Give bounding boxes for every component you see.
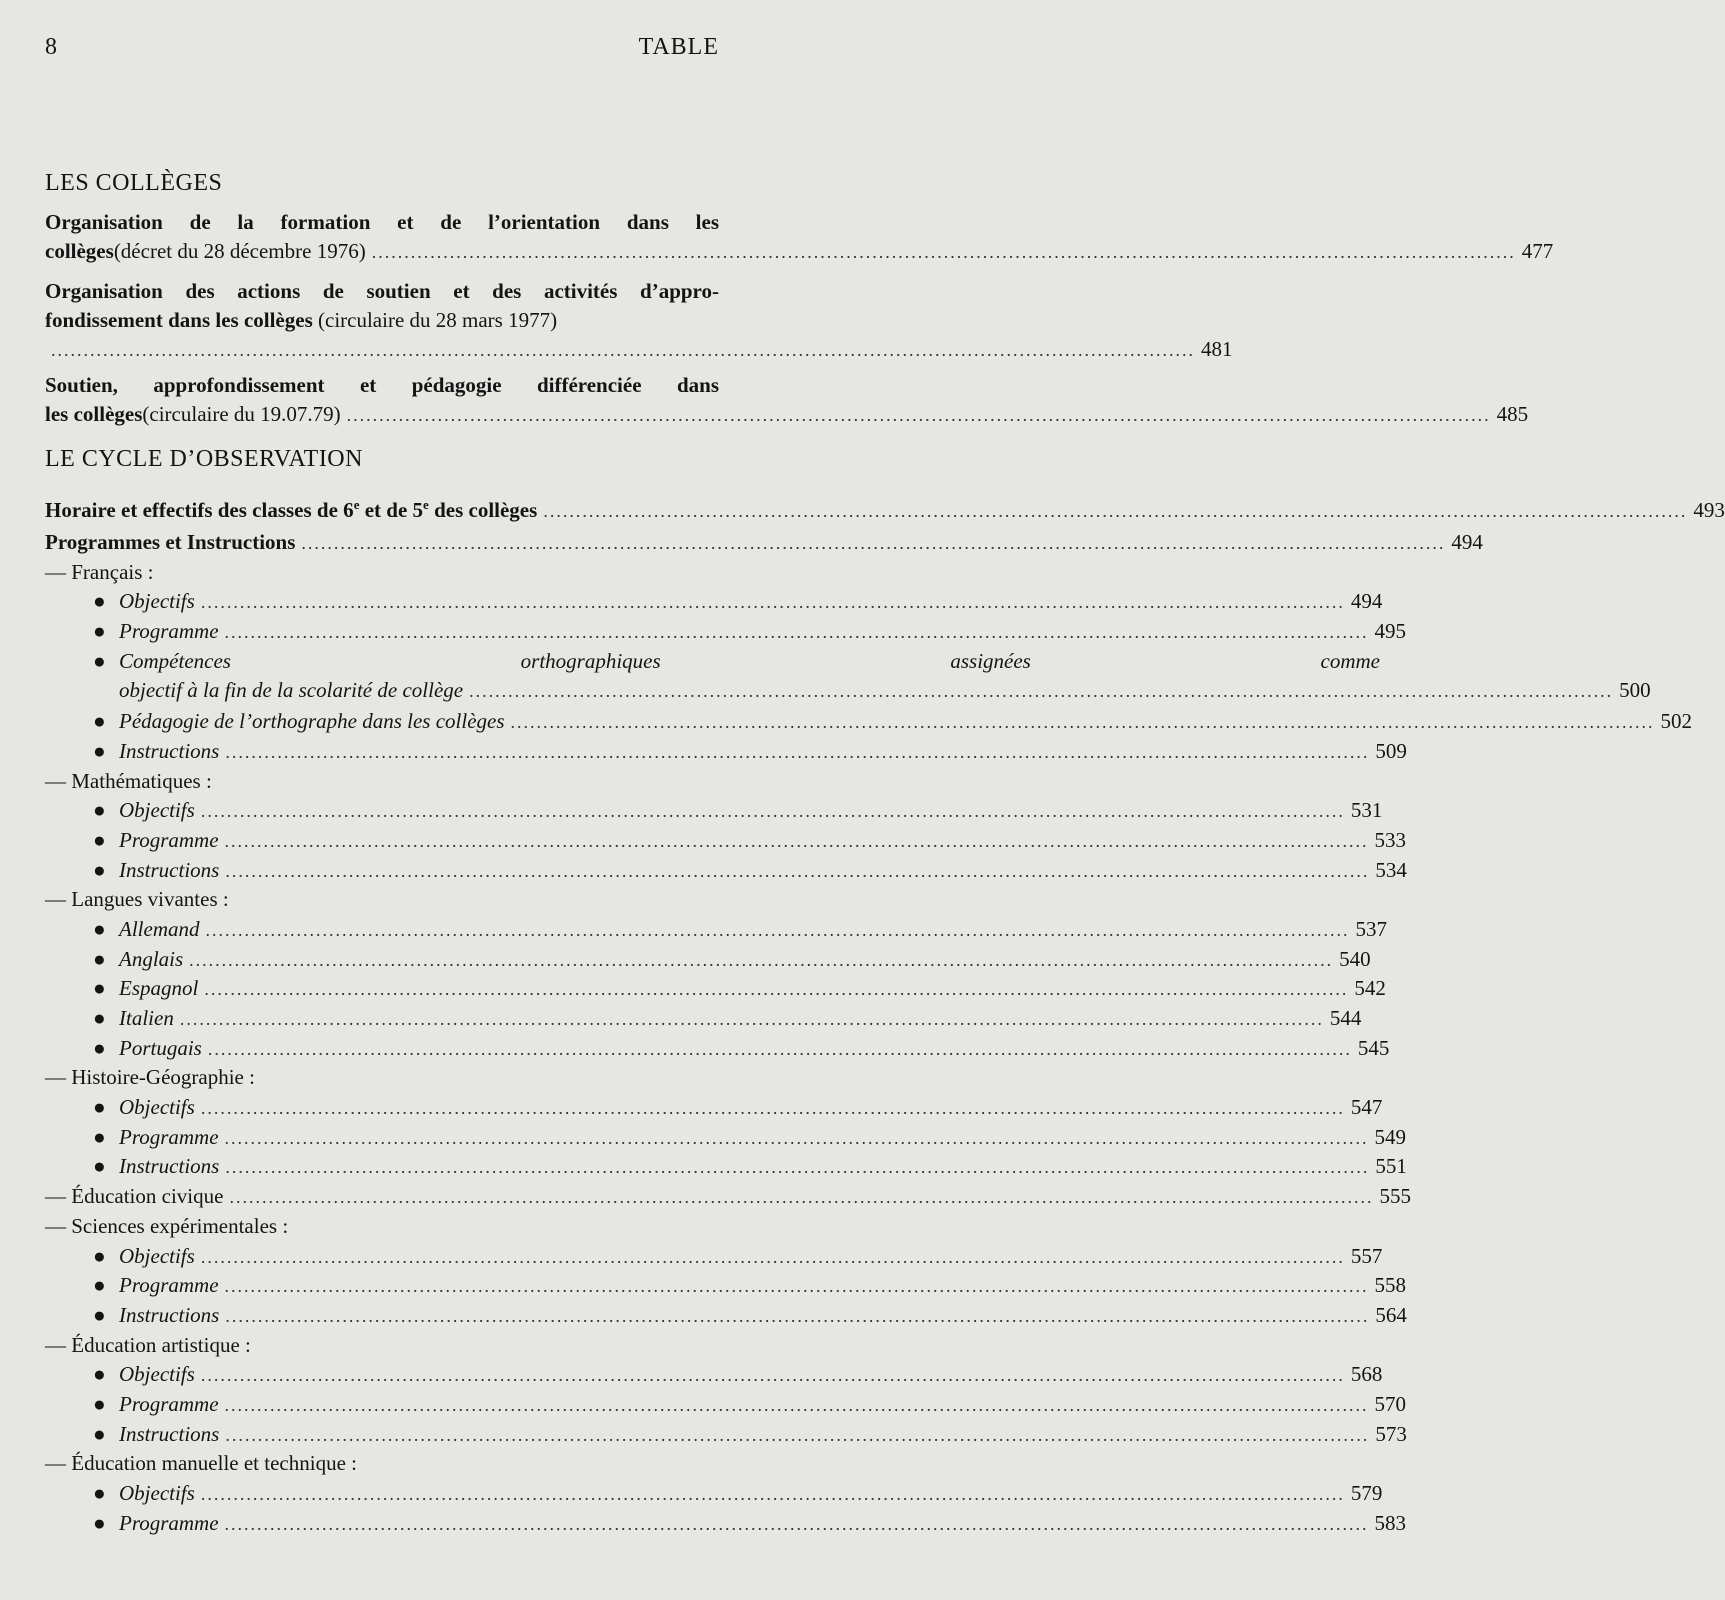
leader-dots [199,916,1355,945]
bullet-icon: ● [93,1510,106,1535]
toc-item[interactable]: ● Instructions ..... 509 [45,737,719,767]
page-ref: 579 [1350,1481,1383,1506]
entry-title: — Éducation civique [45,1184,224,1209]
leader-dots [537,497,1693,526]
page-ref: 558 [1374,1273,1407,1298]
toc-list [45,528,1693,1538]
entry-title-line: Soutien, approfondissement et pédagogie différenciée dans [45,373,719,397]
page-ref: 533 [1374,827,1407,852]
page-ref: 477 [1521,239,1554,263]
subject-heading-education-manuelle: — Éducation manuelle et technique : [45,1451,357,1476]
leader-dots [366,238,1522,267]
leader-dots [219,1421,1375,1450]
bullet-icon: ● [93,1391,106,1416]
page-ref: 485 [1496,402,1529,426]
toc-item[interactable]: ● Espagnol ..... 542 [45,974,719,1004]
toc-item[interactable]: ● Allemand ..... 537 [45,915,719,945]
section-title-cycle-observation: LE CYCLE D’OBSERVATION [45,446,363,472]
leader-dots [195,588,1351,617]
leader-dots [463,677,1619,707]
toc-entry-soutien-approfondissement[interactable] [45,371,1529,430]
page-ref: 545 [1357,1035,1390,1060]
entry-title-line: Organisation des actions de soutien et des activités d’appro- [45,279,719,303]
bullet-icon: ● [93,1421,106,1446]
page-ref: 549 [1374,1124,1407,1149]
bullet-icon: ● [93,1154,106,1179]
toc-item[interactable]: ● Programme ..... 533 [45,826,719,856]
page-ref: 547 [1350,1095,1383,1120]
toc-item[interactable]: ● Italien ..... 544 [45,1004,719,1034]
toc-item-competences[interactable]: ● Compétences orthographiques assignées comme objectif à la fin de la scolarité de collège ..... 500 [45,647,719,707]
bullet-icon: ● [93,916,106,941]
entry-title-line: les collèges [45,402,143,426]
page-ref: 495 [1374,619,1407,644]
page-ref: 494 [1350,589,1383,614]
bullet-icon: ● [93,1481,106,1506]
bullet-icon: ● [93,648,106,673]
toc-entry-education-civique[interactable] [45,1182,1411,1212]
leader-dots [505,708,1661,737]
entry-reference: (circulaire du 19.07.79) [142,402,341,426]
toc-item[interactable]: ● Instructions ..... 534 [45,856,719,886]
subject-heading-sciences: — Sciences expérimentales : [45,1213,289,1238]
toc-entry-actions-soutien[interactable] [45,277,1233,365]
page-ref: 509 [1375,738,1407,763]
page-ref: 570 [1374,1391,1407,1416]
page-number: 8 [45,34,57,60]
toc-item[interactable]: ● Objectifs ..... 494 [45,587,719,617]
bullet-icon: ● [93,589,106,614]
entry-title-line: collèges [45,239,114,263]
entry-title: Horaire et effectifs des classes de 6e et de 5e des collèges [45,497,538,522]
leader-dots [219,1391,1375,1420]
toc-item[interactable]: ● Pédagogie de l’orthographe dans les collèges ..... 502 [45,707,719,737]
leader-dots [195,1361,1351,1390]
leader-dots [219,1124,1375,1153]
page-ref: 544 [1329,1006,1362,1031]
leader-dots [219,618,1375,647]
leader-dots [195,1243,1351,1272]
bullet-icon: ● [93,798,106,823]
bullet-icon: ● [93,1124,106,1149]
leader-dots [45,336,1201,365]
page-ref: 564 [1375,1302,1407,1327]
bullet-icon: ● [93,827,106,852]
toc-item[interactable]: ● Objectifs ..... 568 [45,1360,719,1390]
toc-item[interactable]: ● Anglais ..... 540 [45,945,719,975]
leader-dots [223,1183,1379,1212]
subject-heading-histoire-geographie: — Histoire-Géographie : [45,1065,255,1090]
leader-dots [174,1005,1330,1034]
leader-dots [195,797,1351,826]
leader-dots [195,1094,1351,1123]
bullet-icon: ● [93,1035,106,1060]
toc-entry-programmes-instructions[interactable] [45,528,1483,558]
leader-dots [219,1153,1375,1182]
leader-dots [198,975,1354,1004]
toc-item[interactable]: ● Programme ..... 558 [45,1271,719,1301]
bullet-icon: ● [93,946,106,971]
leader-dots [219,738,1375,767]
bullet-icon: ● [93,709,106,734]
entry-reference: (circulaire du 28 mars 1977) [312,308,558,332]
running-title: TABLE [638,34,719,60]
bullet-icon: ● [93,857,106,882]
page-ref: 568 [1350,1362,1383,1387]
page-ref: 557 [1350,1243,1383,1268]
toc-item[interactable]: ● Objectifs ..... 557 [45,1242,719,1272]
leader-dots [219,1302,1375,1331]
page-ref: 481 [1201,337,1233,361]
page-ref: 493 [1693,498,1725,522]
leader-dots [295,529,1451,558]
subject-heading-education-artistique: — Éducation artistique : [45,1332,251,1357]
running-header [45,34,719,64]
toc-item[interactable]: ● Programme ..... 583 [45,1509,719,1539]
toc-item[interactable]: ● Instructions ..... 551 [45,1152,719,1182]
toc-item[interactable]: ● Programme ..... 570 [45,1390,719,1420]
toc-item[interactable]: ● Instructions ..... 564 [45,1301,719,1331]
page-ref: 534 [1375,857,1407,882]
toc-item[interactable]: ● Instructions ..... 573 [45,1420,719,1450]
leader-dots [195,1480,1351,1509]
leader-dots [202,1035,1358,1064]
page-ref: 537 [1355,916,1387,941]
leader-dots [219,1510,1375,1539]
entry-title-line: Organisation de la formation et de l’orientation dans les [45,210,719,234]
bullet-icon: ● [93,976,106,1001]
bullet-icon: ● [93,738,106,763]
entry-title: Programmes et Instructions [45,530,296,554]
leader-dots [219,1272,1375,1301]
toc-item[interactable]: ● Objectifs ..... 579 [45,1479,719,1509]
page-ref: 551 [1375,1154,1407,1179]
page-ref: 583 [1374,1510,1407,1535]
leader-dots [341,401,1497,430]
section-title-colleges: LES COLLÈGES [45,170,223,196]
leader-dots [219,827,1375,856]
bullet-icon: ● [93,1243,106,1268]
bullet-icon: ● [93,1362,106,1387]
bullet-icon: ● [93,1273,106,1298]
bullet-icon: ● [93,1302,106,1327]
page-ref: 494 [1451,530,1483,554]
toc-item[interactable]: ● Portugais ..... 545 [45,1034,719,1064]
toc-item[interactable]: ● Objectifs ..... 547 [45,1093,719,1123]
bullet-icon: ● [93,619,106,644]
page-ref: 555 [1379,1184,1411,1209]
bullet-icon: ● [93,1006,106,1031]
page-ref: 531 [1350,798,1383,823]
page-ref: 500 [1619,678,1651,703]
toc-item[interactable]: ● Programme ..... 549 [45,1123,719,1153]
leader-dots [183,946,1339,975]
toc-entry-horaire-effectifs[interactable] [45,490,1725,522]
page-ref: 502 [1660,709,1693,734]
page-ref: 540 [1339,946,1371,971]
page-ref: 542 [1354,976,1386,1001]
subject-heading-francais: — Français : [45,559,154,584]
entry-reference: (décret du 28 décembre 1976) [113,239,366,263]
page-ref: 573 [1375,1421,1407,1446]
toc-entry-organisation-formation[interactable] [45,208,1554,267]
bullet-icon: ● [93,1095,106,1120]
toc-item[interactable]: ● Programme ..... 495 [45,617,719,647]
subject-heading-langues-vivantes: — Langues vivantes : [45,887,229,912]
entry-title-line: fondissement dans les collèges [45,308,313,332]
toc-item[interactable]: ● Objectifs ..... 531 [45,796,719,826]
leader-dots [219,857,1375,886]
subject-heading-mathematiques: — Mathématiques : [45,768,212,793]
